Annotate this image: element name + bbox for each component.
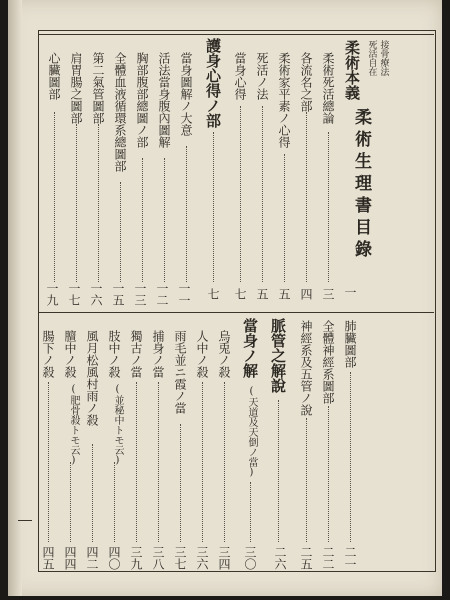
toc-entry-lower-5: 烏兎ノ殺	[217, 330, 231, 378]
leader-dots	[92, 444, 93, 542]
leader-dots	[76, 124, 77, 282]
page-number-lower-9: 三九	[129, 546, 143, 570]
page-number-lower-8: 三八	[151, 546, 165, 570]
page-number-lower-2: 二五	[299, 546, 313, 570]
toc-entry-lower-6: 人中ノ殺	[195, 330, 209, 378]
toc-note-lower-10: (並秘中トモ云)	[112, 384, 123, 466]
page-number-upper-2: 四	[299, 288, 313, 300]
section-divider	[38, 312, 434, 313]
page-number-lower-11: 四二	[85, 546, 99, 570]
leader-dots	[180, 424, 181, 542]
leader-dots	[328, 406, 329, 542]
leader-dots	[262, 106, 263, 282]
page-number-upper-7: 一一	[177, 282, 191, 306]
toc-entry-lower-7: 雨毛並ニ霞ノ當	[173, 330, 187, 414]
toc-entry-lower-9: 獨古ノ當	[129, 330, 143, 378]
toc-entry-upper-6: 護身心得ノ部	[204, 38, 222, 128]
leader-dots	[240, 106, 241, 282]
toc-entry-lower-2: 神經系及五管ノ說	[299, 320, 313, 416]
page-number-lower-0: 二一	[343, 546, 357, 570]
leader-dots	[136, 382, 137, 542]
toc-entry-lower-13: 腸下ノ殺	[41, 330, 55, 378]
frame-inner-rule	[38, 34, 434, 35]
toc-entry-upper-11: 第二氣管圖部	[91, 52, 105, 124]
page-number-upper-3: 五	[277, 288, 291, 300]
leader-dots	[158, 382, 159, 542]
leader-dots	[142, 158, 143, 282]
leader-dots	[114, 462, 115, 542]
page-number-upper-8: 一二	[155, 282, 169, 306]
leader-dots	[186, 146, 187, 282]
toc-entry-upper-0: 柔術本義	[343, 40, 361, 100]
title-annotation-2: 接骨療法	[378, 40, 389, 76]
page-number-lower-10: 四〇	[107, 546, 121, 570]
toc-entry-upper-2: 各流名之部	[299, 52, 313, 112]
leader-dots	[202, 382, 203, 542]
page-number-upper-6: 七	[206, 288, 220, 300]
page-number-upper-10: 一五	[111, 282, 125, 306]
toc-entry-upper-12: 肩胃腸之圖部	[69, 52, 83, 124]
toc-entry-lower-3: 脈管之解說	[269, 318, 287, 393]
toc-entry-lower-12: 膻中ノ殺	[63, 330, 77, 378]
margin-mark	[18, 520, 32, 521]
leader-dots	[284, 154, 285, 282]
leader-dots	[224, 382, 225, 542]
page-number-lower-1: 二二	[321, 546, 335, 570]
page-number-upper-11: 一六	[89, 282, 103, 306]
leader-dots	[306, 112, 307, 282]
toc-note-lower-4: (天道及天倒ノ當)	[246, 386, 257, 478]
toc-entry-upper-7: 當身圖解ノ大意	[179, 52, 193, 136]
leader-dots	[250, 482, 251, 542]
leader-dots	[48, 382, 49, 542]
toc-entry-lower-4: 當身ノ解	[241, 318, 259, 378]
toc-entry-upper-5: 當身心得	[233, 52, 247, 100]
toc-entry-lower-1: 全體神經系圖部	[321, 320, 335, 404]
page-gutter	[8, 0, 22, 596]
page-number-lower-5: 三四	[217, 546, 231, 570]
toc-entry-upper-1: 柔術死活總論	[321, 52, 335, 124]
toc-entry-upper-4: 死活ノ法	[255, 52, 269, 100]
leader-dots	[98, 124, 99, 282]
leader-dots	[350, 372, 351, 542]
page-number-lower-6: 三六	[195, 546, 209, 570]
toc-entry-lower-0: 肺臟圖部	[343, 320, 357, 368]
leader-dots	[54, 112, 55, 282]
page-number-upper-0: 一	[343, 286, 357, 298]
page-number-upper-12: 一七	[67, 282, 81, 306]
leader-dots	[328, 132, 329, 282]
book-page	[8, 0, 442, 596]
page-number-lower-13: 四五	[41, 546, 55, 570]
title-annotation-1: 死活自在	[366, 40, 377, 76]
leader-dots	[306, 418, 307, 542]
page-number-upper-5: 七	[233, 288, 247, 300]
page-number-upper-4: 五	[255, 288, 269, 300]
leader-dots	[70, 462, 71, 542]
toc-entry-upper-10: 全體血液循環系總圖部	[113, 52, 127, 172]
toc-entry-lower-10: 肢中ノ殺	[107, 330, 121, 378]
page-number-lower-3: 二六	[273, 546, 287, 570]
toc-entry-lower-11: 風月松風村雨ノ殺	[85, 330, 99, 426]
page-number-lower-7: 三七	[173, 546, 187, 570]
leader-dots	[120, 182, 121, 282]
page-number-lower-12: 四四	[63, 546, 77, 570]
page-number-upper-13: 一九	[45, 282, 59, 306]
toc-note-lower-12: (肥骨殺トモ云)	[68, 384, 79, 466]
book-title: 柔術生理書目錄	[351, 108, 371, 262]
page-number-lower-4: 三〇	[243, 546, 257, 570]
toc-entry-upper-3: 柔術家平素ノ心得	[277, 52, 291, 148]
toc-entry-upper-9: 胸部腹部總圖ノ部	[135, 52, 149, 148]
toc-entry-lower-8: 捕身ノ當	[151, 330, 165, 378]
leader-dots	[164, 158, 165, 282]
toc-entry-upper-13: 心臟圖部	[47, 52, 61, 100]
toc-entry-upper-8: 活法當身腹內圖解	[157, 52, 171, 148]
page-number-upper-9: 一三	[133, 282, 147, 306]
leader-dots	[213, 132, 214, 282]
page-number-upper-1: 三	[321, 288, 335, 300]
leader-dots	[278, 400, 279, 542]
